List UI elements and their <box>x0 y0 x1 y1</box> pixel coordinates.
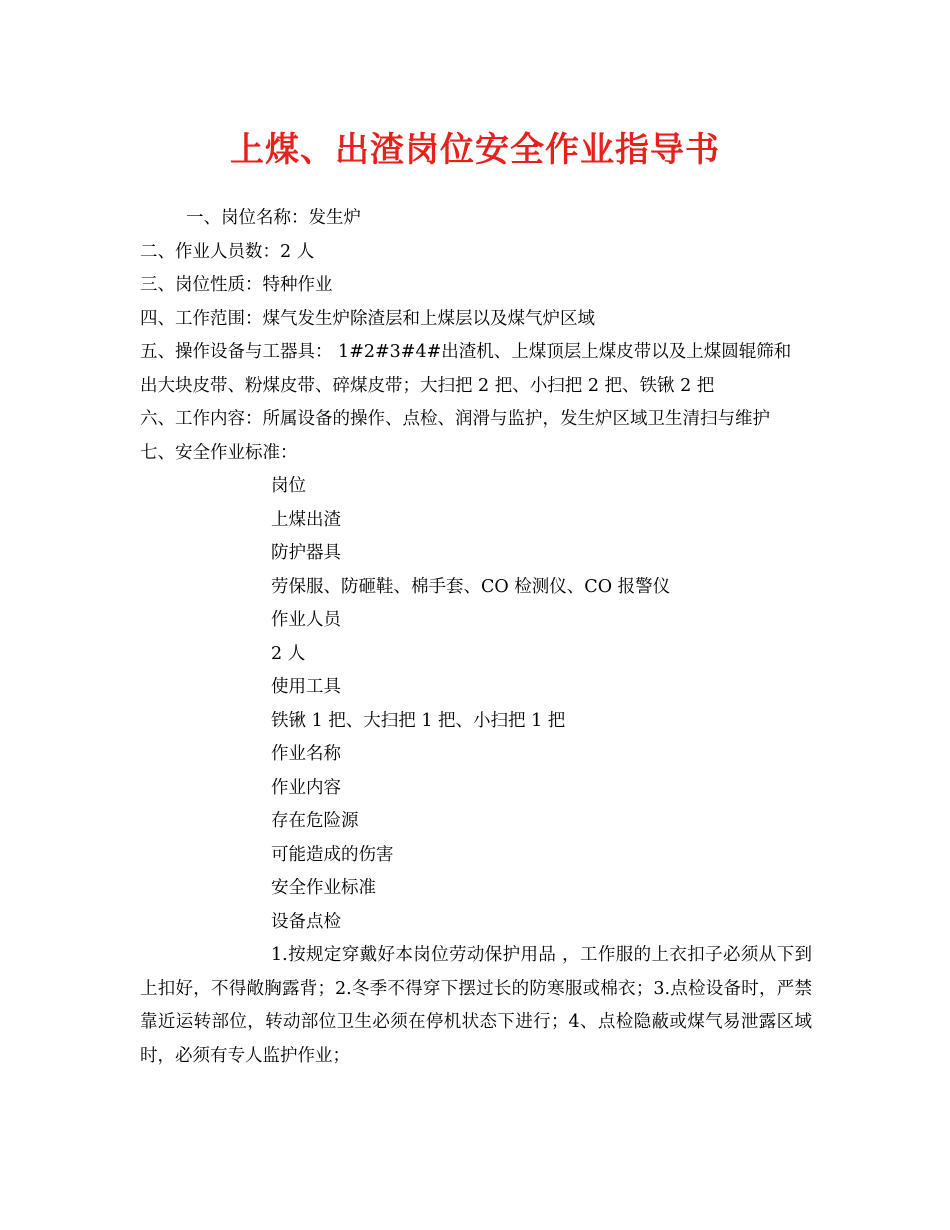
table-item: 可能造成的伤害 <box>271 844 394 865</box>
table-item: 作业内容 <box>271 777 341 798</box>
section-post-nature: 三、岗位性质：特种作业 <box>140 275 333 295</box>
section-equipment-tools: 五、操作设备与工器具： 1#2#3#4#出渣机、上煤顶层上煤皮带以及上煤圆辊筛和 <box>140 342 792 362</box>
table-item: 作业名称 <box>271 744 341 764</box>
section-safety-standards: 七、安全作业标准： <box>140 442 298 463</box>
table-item: 安全作业标准 <box>271 878 376 898</box>
table-item: 设备点检 <box>271 911 341 932</box>
document-title: 上煤、出渣岗位安全作业指导书 <box>230 130 720 170</box>
table-item: 防护器具 <box>271 543 341 563</box>
section-work-content: 六、工作内容：所属设备的操作、点检、润滑与监护，发生炉区域卫生清扫与维护 <box>140 409 770 429</box>
table-item: 使用工具 <box>271 677 341 697</box>
table-item: 2 人 <box>271 643 306 664</box>
document-body <box>140 202 812 1073</box>
table-item: 岗位 <box>271 476 306 496</box>
table-item: 作业人员 <box>271 610 341 630</box>
section-work-scope: 四、工作范围：煤气发生炉除渣层和上煤层以及煤气炉区域 <box>140 308 595 329</box>
table-item: 上煤出渣 <box>271 509 341 530</box>
table-item: 劳保服、防砸鞋、棉手套、CO 检测仪、CO 报警仪 <box>271 576 671 597</box>
section-staff-count: 二、作业人员数：2 人 <box>140 241 315 262</box>
section-equipment-tools-continued: 出大块皮带、粉煤皮带、碎煤皮带；大扫把 2 把、小扫把 2 把、铁锹 2 把 <box>140 375 715 396</box>
table-item: 存在危险源 <box>271 811 359 831</box>
section-post-name: 一、岗位名称：发生炉 <box>186 208 361 228</box>
inspection-standard-paragraph: 1.按规定穿戴好本岗位劳动保护用品 ，工作服的上衣扣子必须从下到上扣好，不得敞胸露背；2.冬季不得穿下摆过长的防寒服或棉衣；3.点检设备时，严禁靠近运转部位，转动部位卫生必须在停机状态下进行；4、点检隐蔽或煤气易泄露区域时，必须有专人监护作业； <box>140 945 812 1066</box>
table-item: 铁锹 1 把、大扫把 1 把、小扫把 1 把 <box>271 710 566 731</box>
